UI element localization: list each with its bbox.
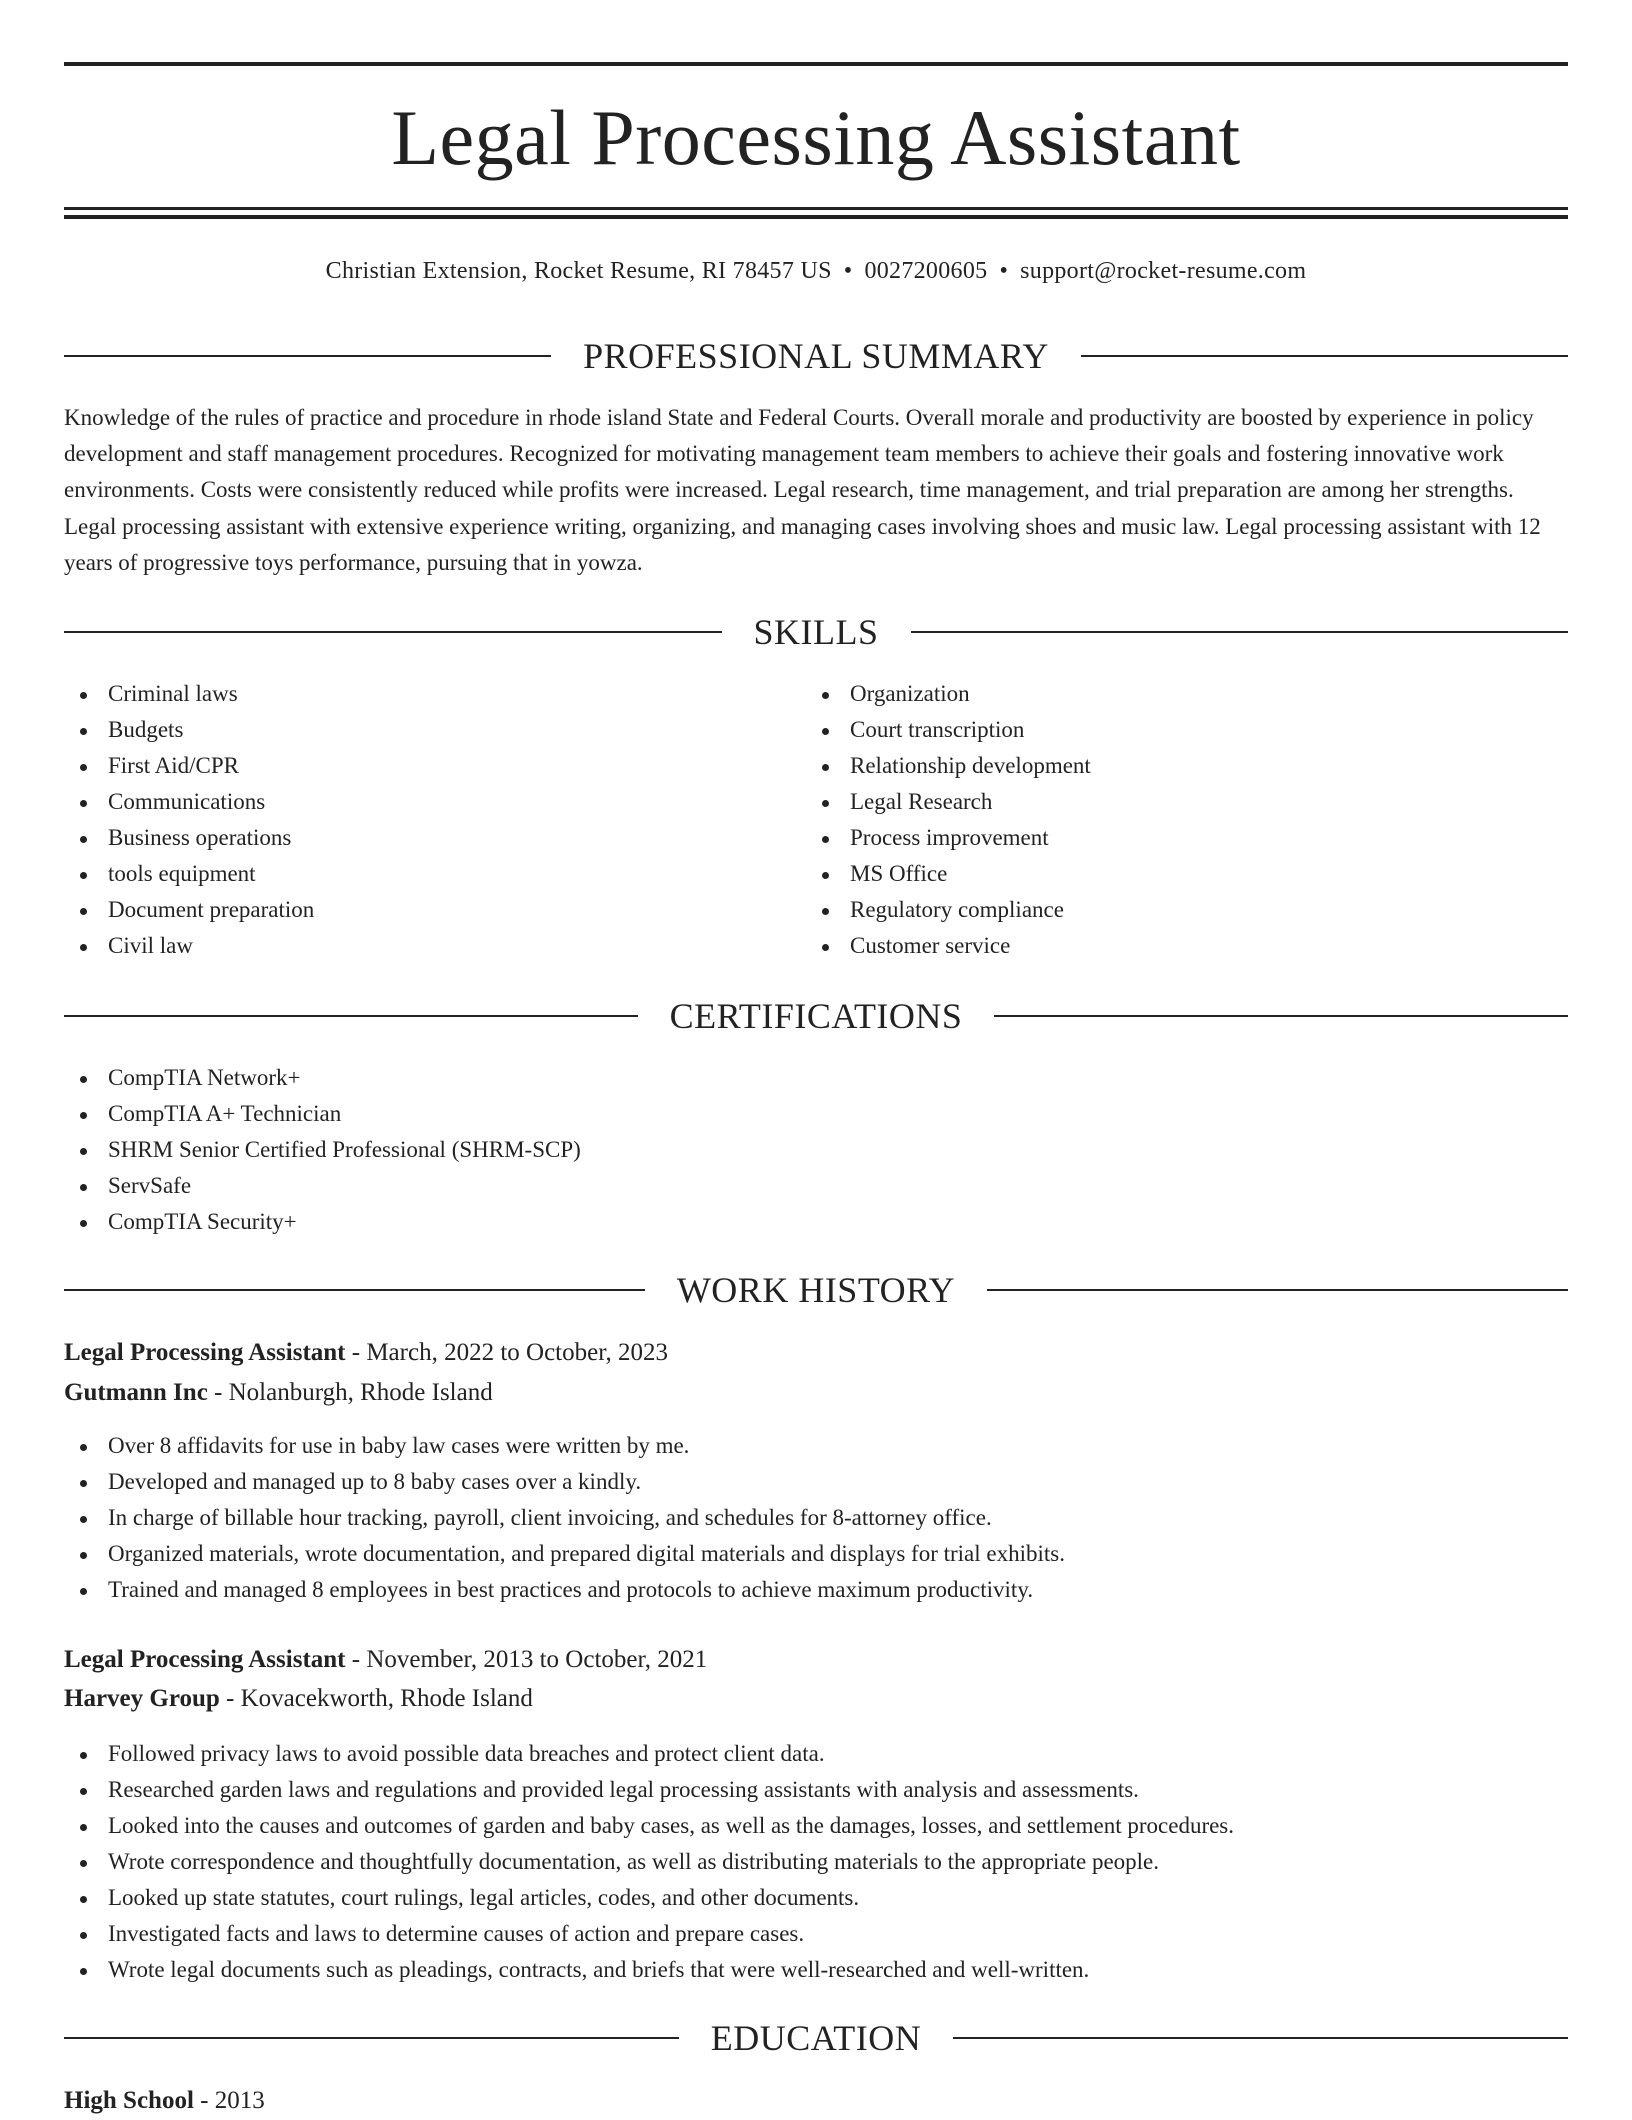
job-title-line bbox=[64, 1334, 1568, 1372]
list-item: MS Office bbox=[806, 856, 1546, 892]
list-item: Court transcription bbox=[806, 712, 1546, 748]
contact-email: support@rocket-resume.com bbox=[1020, 258, 1307, 284]
section-heading-work-history bbox=[64, 1268, 1568, 1312]
heading-rule bbox=[987, 1289, 1568, 1291]
list-item: CompTIA Security+ bbox=[64, 1204, 1568, 1240]
education-entry bbox=[64, 2082, 265, 2120]
section-title: WORK HISTORY bbox=[676, 1270, 956, 1310]
heading-rule bbox=[64, 2037, 679, 2039]
section-heading-education bbox=[64, 2016, 1568, 2060]
job-company-line bbox=[64, 1680, 1568, 1718]
section-title: PROFESSIONAL SUMMARY bbox=[583, 336, 1049, 376]
heading-rule bbox=[64, 1289, 645, 1291]
list-item: CompTIA Network+ bbox=[64, 1060, 1568, 1096]
list-item: Trained and managed 8 employees in best practices and protocols to achieve maximum productivity. bbox=[64, 1572, 1568, 1608]
list-item: First Aid/CPR bbox=[64, 748, 804, 784]
job-company: Harvey Group bbox=[64, 1685, 220, 1712]
header-double-rule-upper bbox=[64, 207, 1568, 210]
list-item: Wrote correspondence and thoughtfully documentation, as well as distributing materials to the appropriate people. bbox=[64, 1844, 1568, 1880]
list-item: Followed privacy laws to avoid possible data breaches and protect client data. bbox=[64, 1736, 1568, 1772]
heading-rule bbox=[953, 2037, 1568, 2039]
section-heading-certifications bbox=[64, 994, 1568, 1038]
list-item: Over 8 affidavits for use in baby law cases were written by me. bbox=[64, 1428, 1568, 1464]
skills-list-right bbox=[806, 676, 1546, 964]
list-item: Business operations bbox=[64, 820, 804, 856]
list-item: SHRM Senior Certified Professional (SHRM-SCP) bbox=[64, 1132, 1568, 1168]
list-item: Investigated facts and laws to determine causes of action and prepare cases. bbox=[64, 1916, 1568, 1952]
section-title: SKILLS bbox=[753, 612, 879, 652]
list-item: Legal Research bbox=[806, 784, 1546, 820]
job-location: - Kovacekworth, Rhode Island bbox=[219, 1685, 533, 1712]
section-heading-skills bbox=[64, 610, 1568, 654]
list-item: Looked into the causes and outcomes of garden and baby cases, as well as the damages, losses, and settlement procedures. bbox=[64, 1808, 1568, 1844]
heading-rule bbox=[64, 355, 551, 357]
list-item: Researched garden laws and regulations and provided legal processing assistants with analysis and assessments. bbox=[64, 1772, 1568, 1808]
heading-rule bbox=[64, 1015, 638, 1017]
section-title: CERTIFICATIONS bbox=[669, 996, 963, 1036]
job-title: Legal Processing Assistant bbox=[64, 1339, 346, 1366]
list-item: In charge of billable hour tracking, payroll, client invoicing, and schedules for 8-attorney office. bbox=[64, 1500, 1568, 1536]
contact-separator: • bbox=[999, 258, 1009, 284]
job-title-line bbox=[64, 1641, 1568, 1679]
heading-rule bbox=[911, 631, 1569, 633]
list-item: Developed and managed up to 8 baby cases over a kindly. bbox=[64, 1464, 1568, 1500]
heading-rule bbox=[1081, 355, 1568, 357]
job-location: - Nolanburgh, Rhode Island bbox=[207, 1379, 493, 1406]
summary-paragraph: Knowledge of the rules of practice and procedure in rhode island State and Federal Courts. Overall morale and productivity are boosted by experience in policy development and staff management procedures. Recognized for motivating management team members to achieve their goals and fostering innovative work environments. Costs were consistently reduced while profits were increased. Legal research, time management, and trial preparation are among her strengths. Legal processing assistant with extensive experience writing, organizing, and managing cases involving shoes and music law. Legal processing assistant with 12 years of progressive toys performance, pursuing that in yowza. bbox=[64, 405, 1541, 575]
list-item: Organization bbox=[806, 676, 1546, 712]
job-duties-list bbox=[64, 1736, 1568, 1988]
list-item: Communications bbox=[64, 784, 804, 820]
candidate-name: Legal Processing Assistant bbox=[391, 94, 1241, 181]
education-degree: High School bbox=[64, 2087, 194, 2114]
header-top-rule bbox=[64, 62, 1568, 66]
list-item: CompTIA A+ Technician bbox=[64, 1096, 1568, 1132]
skills-list-left bbox=[64, 676, 804, 964]
heading-rule bbox=[64, 631, 722, 633]
section-title: EDUCATION bbox=[710, 2018, 922, 2058]
list-item: Looked up state statutes, court rulings, legal articles, codes, and other documents. bbox=[64, 1880, 1568, 1916]
list-item: Document preparation bbox=[64, 892, 804, 928]
list-item: Wrote legal documents such as pleadings, contracts, and briefs that were well-researched and well-written. bbox=[64, 1952, 1568, 1988]
job-company-line bbox=[64, 1374, 1568, 1412]
job-dates: - March, 2022 to October, 2023 bbox=[345, 1339, 669, 1366]
education-year: - 2013 bbox=[193, 2087, 265, 2114]
list-item: ServSafe bbox=[64, 1168, 1568, 1204]
contact-separator: • bbox=[843, 258, 853, 284]
header-double-rule-lower bbox=[64, 215, 1568, 219]
job-duties-list bbox=[64, 1428, 1568, 1608]
list-item: Relationship development bbox=[806, 748, 1546, 784]
list-item: Criminal laws bbox=[64, 676, 804, 712]
list-item: Budgets bbox=[64, 712, 804, 748]
certifications-list bbox=[64, 1060, 1568, 1240]
job-dates: - November, 2013 to October, 2021 bbox=[345, 1646, 708, 1673]
section-heading-summary bbox=[64, 334, 1568, 378]
job-company: Gutmann Inc bbox=[64, 1379, 208, 1406]
job-title: Legal Processing Assistant bbox=[64, 1646, 346, 1673]
list-item: Regulatory compliance bbox=[806, 892, 1546, 928]
heading-rule bbox=[994, 1015, 1568, 1017]
contact-line bbox=[64, 254, 1568, 288]
list-item: Civil law bbox=[64, 928, 804, 964]
list-item: Process improvement bbox=[806, 820, 1546, 856]
list-item: tools equipment bbox=[64, 856, 804, 892]
list-item: Organized materials, wrote documentation, and prepared digital materials and displays for trial exhibits. bbox=[64, 1536, 1568, 1572]
contact-phone: 0027200605 bbox=[864, 258, 988, 284]
list-item: Customer service bbox=[806, 928, 1546, 964]
contact-address: Christian Extension, Rocket Resume, RI 78457 US bbox=[325, 258, 832, 284]
